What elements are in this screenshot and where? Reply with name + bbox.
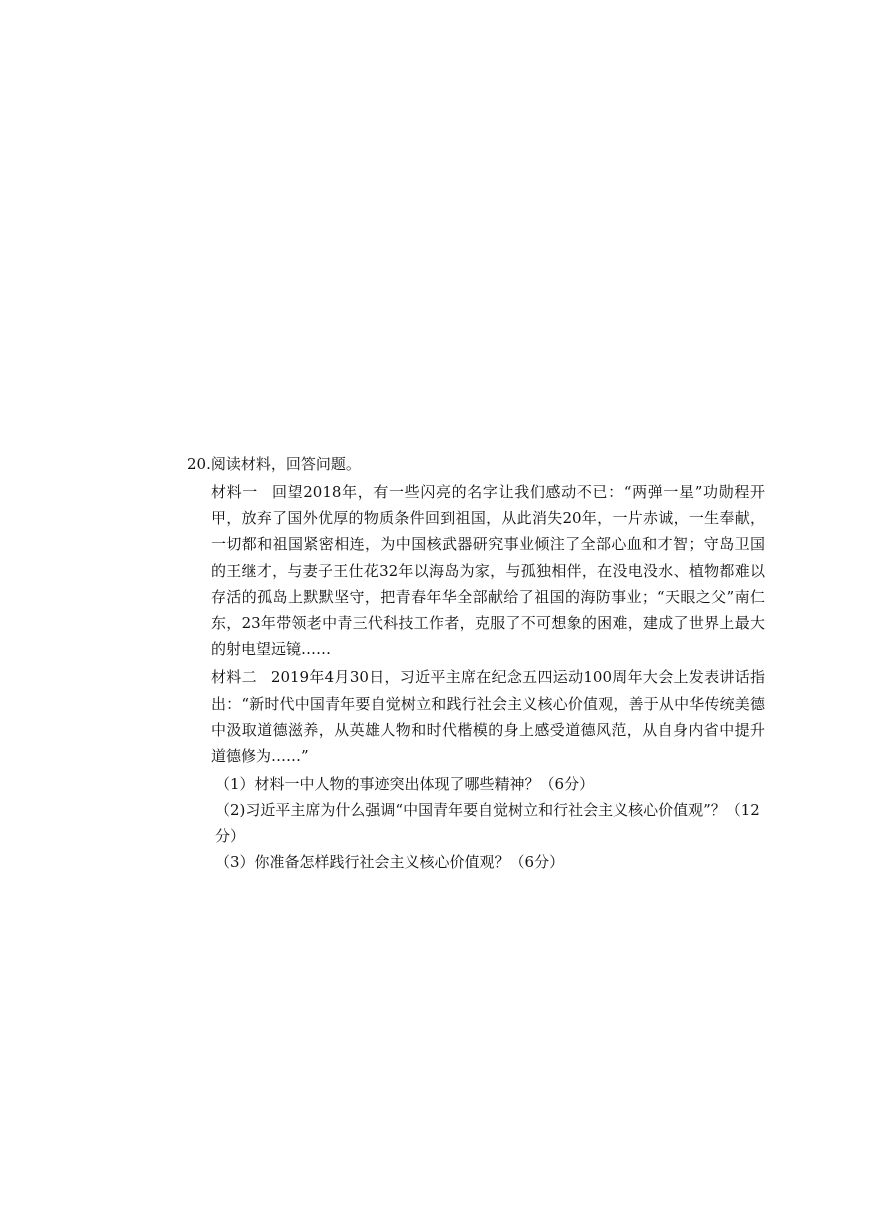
- material-two: [211, 664, 765, 769]
- question-20: [187, 451, 777, 875]
- sub-questions: [215, 771, 765, 875]
- sub-question-3: （3）你准备怎样践行社会主义核心价值观？（6分）: [215, 853, 565, 872]
- material-two-label: 材料二: [211, 668, 257, 687]
- material-one-label: 材料一: [211, 483, 258, 501]
- sub-question-2: （2)习近平主席为什么强调“中国青年要自觉树立和行社会主义核心价值观”？（12分）: [215, 801, 760, 846]
- material-one: [211, 479, 765, 662]
- sub-question-1: （1）材料一中人物的事迹突出体现了哪些精神？（6分）: [215, 775, 595, 794]
- material-one-text: 回望2018年，有一些闪亮的名字让我们感动不已：“两弹一星”功勋程开甲，放弃了国外优厚的物质条件回到祖国，从此消失20年，一片赤诚，一生奉献，一切都和祖国紧密相连，为中国核武器研究事业倾注了全部心血和才智；守岛卫国的王继才，与妻子王仕花32年以海岛为家，与孤独相伴，在没电没水、植物都难以存活的孤岛上默默坚守，把青春年华全部献给了祖国的海防事业；“天眼之父”南仁东，23年带领老中青三代科技工作者，克服了不可想象的困难，建成了世界上最大的射电望远镜……: [211, 483, 765, 659]
- material-two-text: 2019年4月30日，习近平主席在纪念五四运动100周年大会上发表讲话指出：“新时代中国青年要自觉树立和践行社会主义核心价值观，善于从中华传统美德中汲取道德滋养，从英雄人物和时代楷模的身上感受道德风范，从自身内省中提升道德修为……”: [211, 668, 765, 766]
- question-title: 20.阅读材料，回答问题。: [187, 455, 361, 473]
